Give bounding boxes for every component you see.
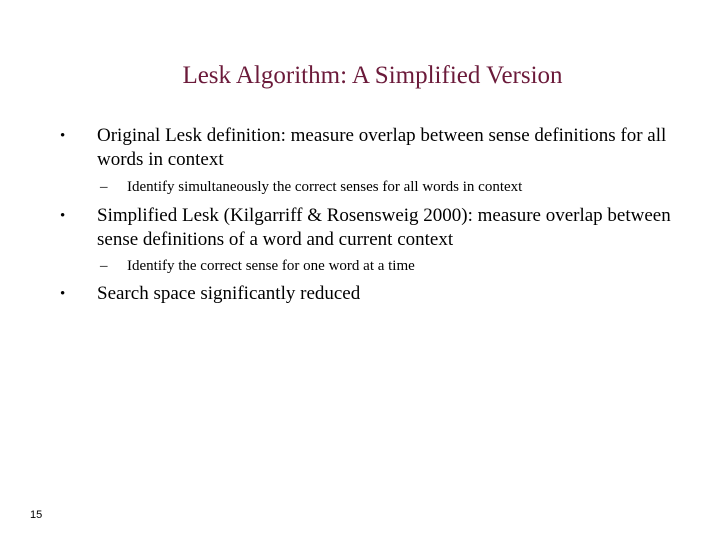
- slide-number: 15: [30, 509, 43, 521]
- bullet-marker: •: [60, 128, 66, 144]
- bullet-marker: •: [60, 286, 66, 302]
- sub-bullet-marker: –: [100, 179, 108, 195]
- bullet-item: Original Lesk definition: measure overlap between sense definitions for all words in context: [97, 125, 667, 170]
- bullet-item: Search space significantly reduced: [97, 283, 361, 304]
- sub-bullet-item: Identify simultaneously the correct senses for all words in context: [127, 179, 523, 195]
- bullet-item: Simplified Lesk (Kilgarriff & Rosensweig 2000): measure overlap between sense definitions of a word and current context: [97, 205, 671, 250]
- sub-bullet-item: Identify the correct sense for one word at a time: [127, 258, 415, 274]
- slide-title: Lesk Algorithm: A Simplified Version: [182, 62, 563, 89]
- bullet-marker: •: [60, 208, 66, 224]
- sub-bullet-marker: –: [100, 258, 108, 274]
